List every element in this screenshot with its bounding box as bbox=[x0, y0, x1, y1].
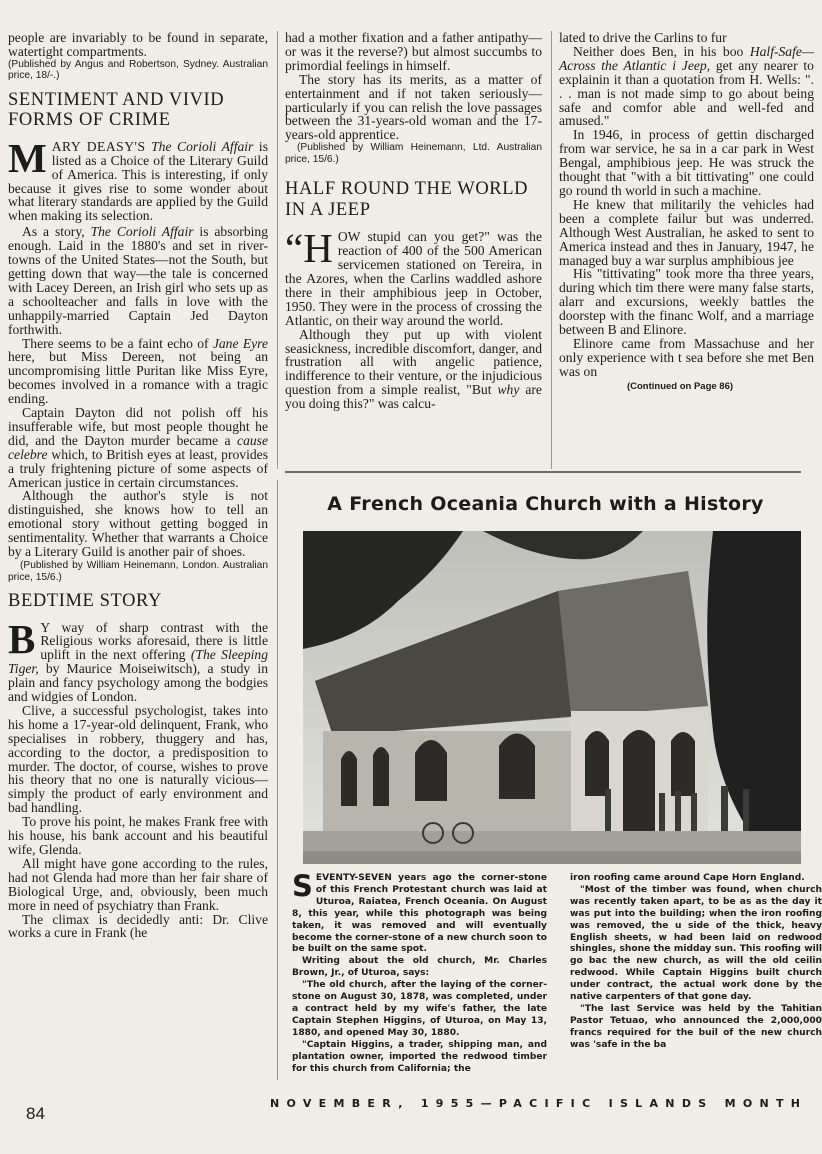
paragraph bbox=[8, 337, 268, 407]
drop-cap: S bbox=[292, 869, 313, 903]
emphasis: cause celebre bbox=[8, 432, 268, 462]
paragraph: To prove his point, he makes Frank free with his house, his bank account and his beautiful wife, Glenda. bbox=[8, 814, 268, 857]
paragraph: lated to drive the Carlins to fur bbox=[559, 30, 727, 45]
drop-cap: “H bbox=[285, 225, 333, 272]
caption-paragraph: Writing about the old church, Mr. Charles Brown, Jr., of Uturoa, says: bbox=[292, 956, 547, 979]
caption-paragraph: "Most of the timber was found, when church was recently taken apart, to be as as the day it was put into the building; when the iron roofing was removed, the u side of the thick, heavy English sheets, w had been laid on redwood shingles, shone the midday sun. This roofing will go bac the new church, as will the old ceilin redwood. While Captain Higgins built church under contract, the actual work done by the native carpenters of that gone day. bbox=[570, 884, 822, 1003]
paragraph: The story has its merits, as a matter of entertainment and if not taken seriously—particularly if you can relish the love passages between the 31-years-old woman and the 17-years-old apprentice. bbox=[285, 71, 542, 143]
text-run: EVENTY-SEVEN years ago the corner-stone of this French Protestant church was laid at Uturoa, Raiatea, French Oceania. On August 8, this year, while this photograph was being taken, it was removed and will eventually become the corner-stone of a new church soon to be built on the same spot. bbox=[292, 873, 547, 955]
text-run: which, to British eyes at least, provides a truly frightening picture of some aspects of American justice in certain circumstances. bbox=[8, 446, 268, 490]
text-run: Y way of sharp contrast with the Religious works aforesaid, there is little uplift in the next offering bbox=[40, 619, 268, 663]
text-run: here, but Miss Dereen, not being an uncompromising little Puritan like Miss Eyre, becomes involved in a romance with a tragic ending. bbox=[8, 349, 268, 407]
paragraph: He knew that militarily the vehicles had been a complete failur but was underred. Although West Australian, he asked to sent to America instead and thes in January, 1947, he managed buy a war surplus amphibious jee bbox=[559, 196, 814, 268]
publisher-note: (Published by Angus and Robertson, Sydney. Australian price, 18/-.) bbox=[8, 58, 268, 82]
paragraph: The climax is decidedly anti: Dr. Clive works a cure in Frank (he bbox=[8, 911, 268, 941]
column-divider bbox=[277, 31, 278, 469]
paragraph: All might have gone according to the rules, had not Glenda had more than her fair share of Biological Urge, and, obviously, been much more in need of psychiatry than Frank. bbox=[8, 855, 268, 913]
caption-paragraph bbox=[292, 869, 547, 956]
text-run: OW stupid can you get?" was the reaction of 400 of the 500 American servicemen stationed on Tereira, in the Azores, when the Carlins waddled ashore there in their amphibious jeep in October, 1950. They were in the process of crossing the Atlantic, on their way around the world. bbox=[285, 229, 542, 328]
emphasis: why bbox=[497, 382, 520, 398]
column-3 bbox=[559, 30, 814, 394]
column-2 bbox=[285, 31, 542, 411]
paragraph: people are invariably to be found in separate, watertight compartments. bbox=[8, 30, 268, 59]
section-heading-sentiment: SENTIMENT AND VIVID FORMS OF CRIME bbox=[8, 89, 225, 131]
text-run: get any nearer to explainin it than a quotation from H. Wells: ". . . man is not made simp to go about being safe and comfor able and well-fed and amused." bbox=[559, 57, 814, 129]
paragraph bbox=[559, 45, 814, 128]
book-title: Jane Eyre bbox=[212, 335, 268, 351]
text-run: are you doing this?" was calcu- bbox=[285, 382, 542, 412]
column-divider bbox=[551, 31, 552, 469]
text-run: Neither does Ben, in his boo bbox=[573, 43, 744, 59]
section-heading-jeep: HALF ROUND THE WORLD IN A JEEP bbox=[285, 179, 529, 220]
publisher-note: (Published by William Heinemann, Ltd. Australian price, 15/6.) bbox=[285, 142, 542, 165]
drop-cap-letter: H bbox=[303, 225, 333, 272]
text-run: is absorbing enough. Laid in the 1880's and set in river-towns of the United States—not the South, but getting down that way—the tale is concerned with Lacey Dereen, an Irish girl who sets up as a schoolteacher and falls in love with the unhappily-married Captain Jed Dayton forthwith. bbox=[8, 224, 269, 337]
text-run: As a story, bbox=[22, 224, 85, 240]
church-photo bbox=[303, 531, 801, 864]
text-run: Although they put up with violent seasickness, incredible discomfort, danger, and frustration all with angelic patience, indifference to their venture, or the injudicious question from a simple realist, "But bbox=[285, 326, 542, 398]
text-run: is listed as a Choice of the Literary Guild of America. This is interesting, if only because it gives rise to some wonder about what literary standards are applied by the Guild when making its selection. bbox=[8, 138, 268, 224]
caption-paragraph: "The last Service was held by the Tahitian Pastor Tetuao, who announced the 2,000,000 francs required for the buil of the new church was 'safe in the ba bbox=[570, 1003, 822, 1050]
paragraph: In 1946, in process of gettin discharged from war service, he sa in a car park in West Bengal, amphibious jeep. He was struck the thought that "with a bit tittivating" one could go round th world in such a machine. bbox=[559, 127, 814, 198]
photo-caption-2 bbox=[570, 873, 822, 1052]
caption-paragraph: iron roofing came around Cape Horn England. bbox=[570, 873, 805, 883]
paragraph bbox=[285, 225, 542, 328]
folio-line: NOVEMBER, 1955—PACIFIC ISLANDS MONTH bbox=[270, 1097, 808, 1110]
feature-headline: A French Oceania Church with a History bbox=[327, 493, 764, 515]
paragraph: Elinore came from Massachuse and her only experience with t sea before she met Ben was on bbox=[559, 335, 814, 379]
book-title: The Corioli Affair bbox=[151, 138, 254, 154]
paragraph bbox=[8, 225, 268, 336]
page-number: 84 bbox=[26, 1104, 45, 1123]
caption-paragraph: "The old church, after the laying of the corner-stone on August 30, 1878, was completed, under a contract held by my wife's father, the late Captain Stephen Higgins, of Uturoa, on May 13, 1880, and opened May 30, 1880. bbox=[292, 980, 547, 1038]
book-title: (The Sleeping Tiger, bbox=[8, 647, 268, 677]
column-1 bbox=[8, 31, 268, 940]
text-run: There seems to be a faint echo of bbox=[22, 335, 209, 351]
book-title: Half-Safe—Across the Atlantic i Jeep, bbox=[559, 43, 814, 73]
paragraph: Although the author's style is not distinguished, she knows how to tell an emotional story without getting bogged in sentimentality. Whether that warrants a Choice by a Literary Guild is another pair of shoes. bbox=[8, 488, 268, 560]
caption-paragraph: "Captain Higgins, a trader, shipping man, and plantation owner, imported the redwood timber for this church from California; the bbox=[292, 1039, 547, 1074]
section-divider bbox=[285, 471, 801, 473]
paragraph: had a mother fixation and a father antipathy—or was it the reverse?) but almost succumbs to primordial feelings in himself. bbox=[285, 30, 542, 73]
section-heading-bedtime: BEDTIME STORY bbox=[8, 591, 162, 611]
publisher-note: (Published by William Heinemann, London. Australian price, 15/6.) bbox=[8, 560, 268, 583]
paragraph bbox=[8, 134, 268, 224]
continued-note: (Continued on Page 86) bbox=[626, 380, 734, 392]
page-footer bbox=[0, 1095, 808, 1123]
photo-caption-1 bbox=[292, 869, 547, 1075]
column-divider bbox=[277, 480, 278, 1080]
text-run: by Maurice Moiseiwitsch), a study in plain and fancy psychology among the bodgies and widgies of London. bbox=[8, 661, 268, 705]
drop-cap: M bbox=[8, 134, 47, 181]
lead-caps: ARY DEASY'S bbox=[51, 138, 146, 154]
paragraph bbox=[8, 615, 268, 705]
paragraph bbox=[285, 328, 542, 411]
text-run: Captain Dayton did not polish off his insufferable wife, but most people thought he did, and the Dayton murder became a bbox=[8, 405, 268, 448]
paragraph: Clive, a successful psychologist, takes into his home a 17-year-old delinquent, Frank, who specialises in robbery, thuggery and has, according to the doctor, a predisposition to murder. The doctor, of course, wishes to prove his theory that no one is naturally vicious—simply the product of early environment and bad handling. bbox=[8, 702, 268, 816]
paragraph bbox=[8, 406, 268, 489]
paragraph: His "tittivating" took more tha three years, during which tim there were many false starts, alarr and excursions, weekly battles the doorstep with the financ Wolf, and a marriage between B and Elinore. bbox=[559, 266, 814, 338]
book-title: The Corioli Affair bbox=[90, 224, 194, 240]
drop-cap: B bbox=[8, 615, 36, 662]
